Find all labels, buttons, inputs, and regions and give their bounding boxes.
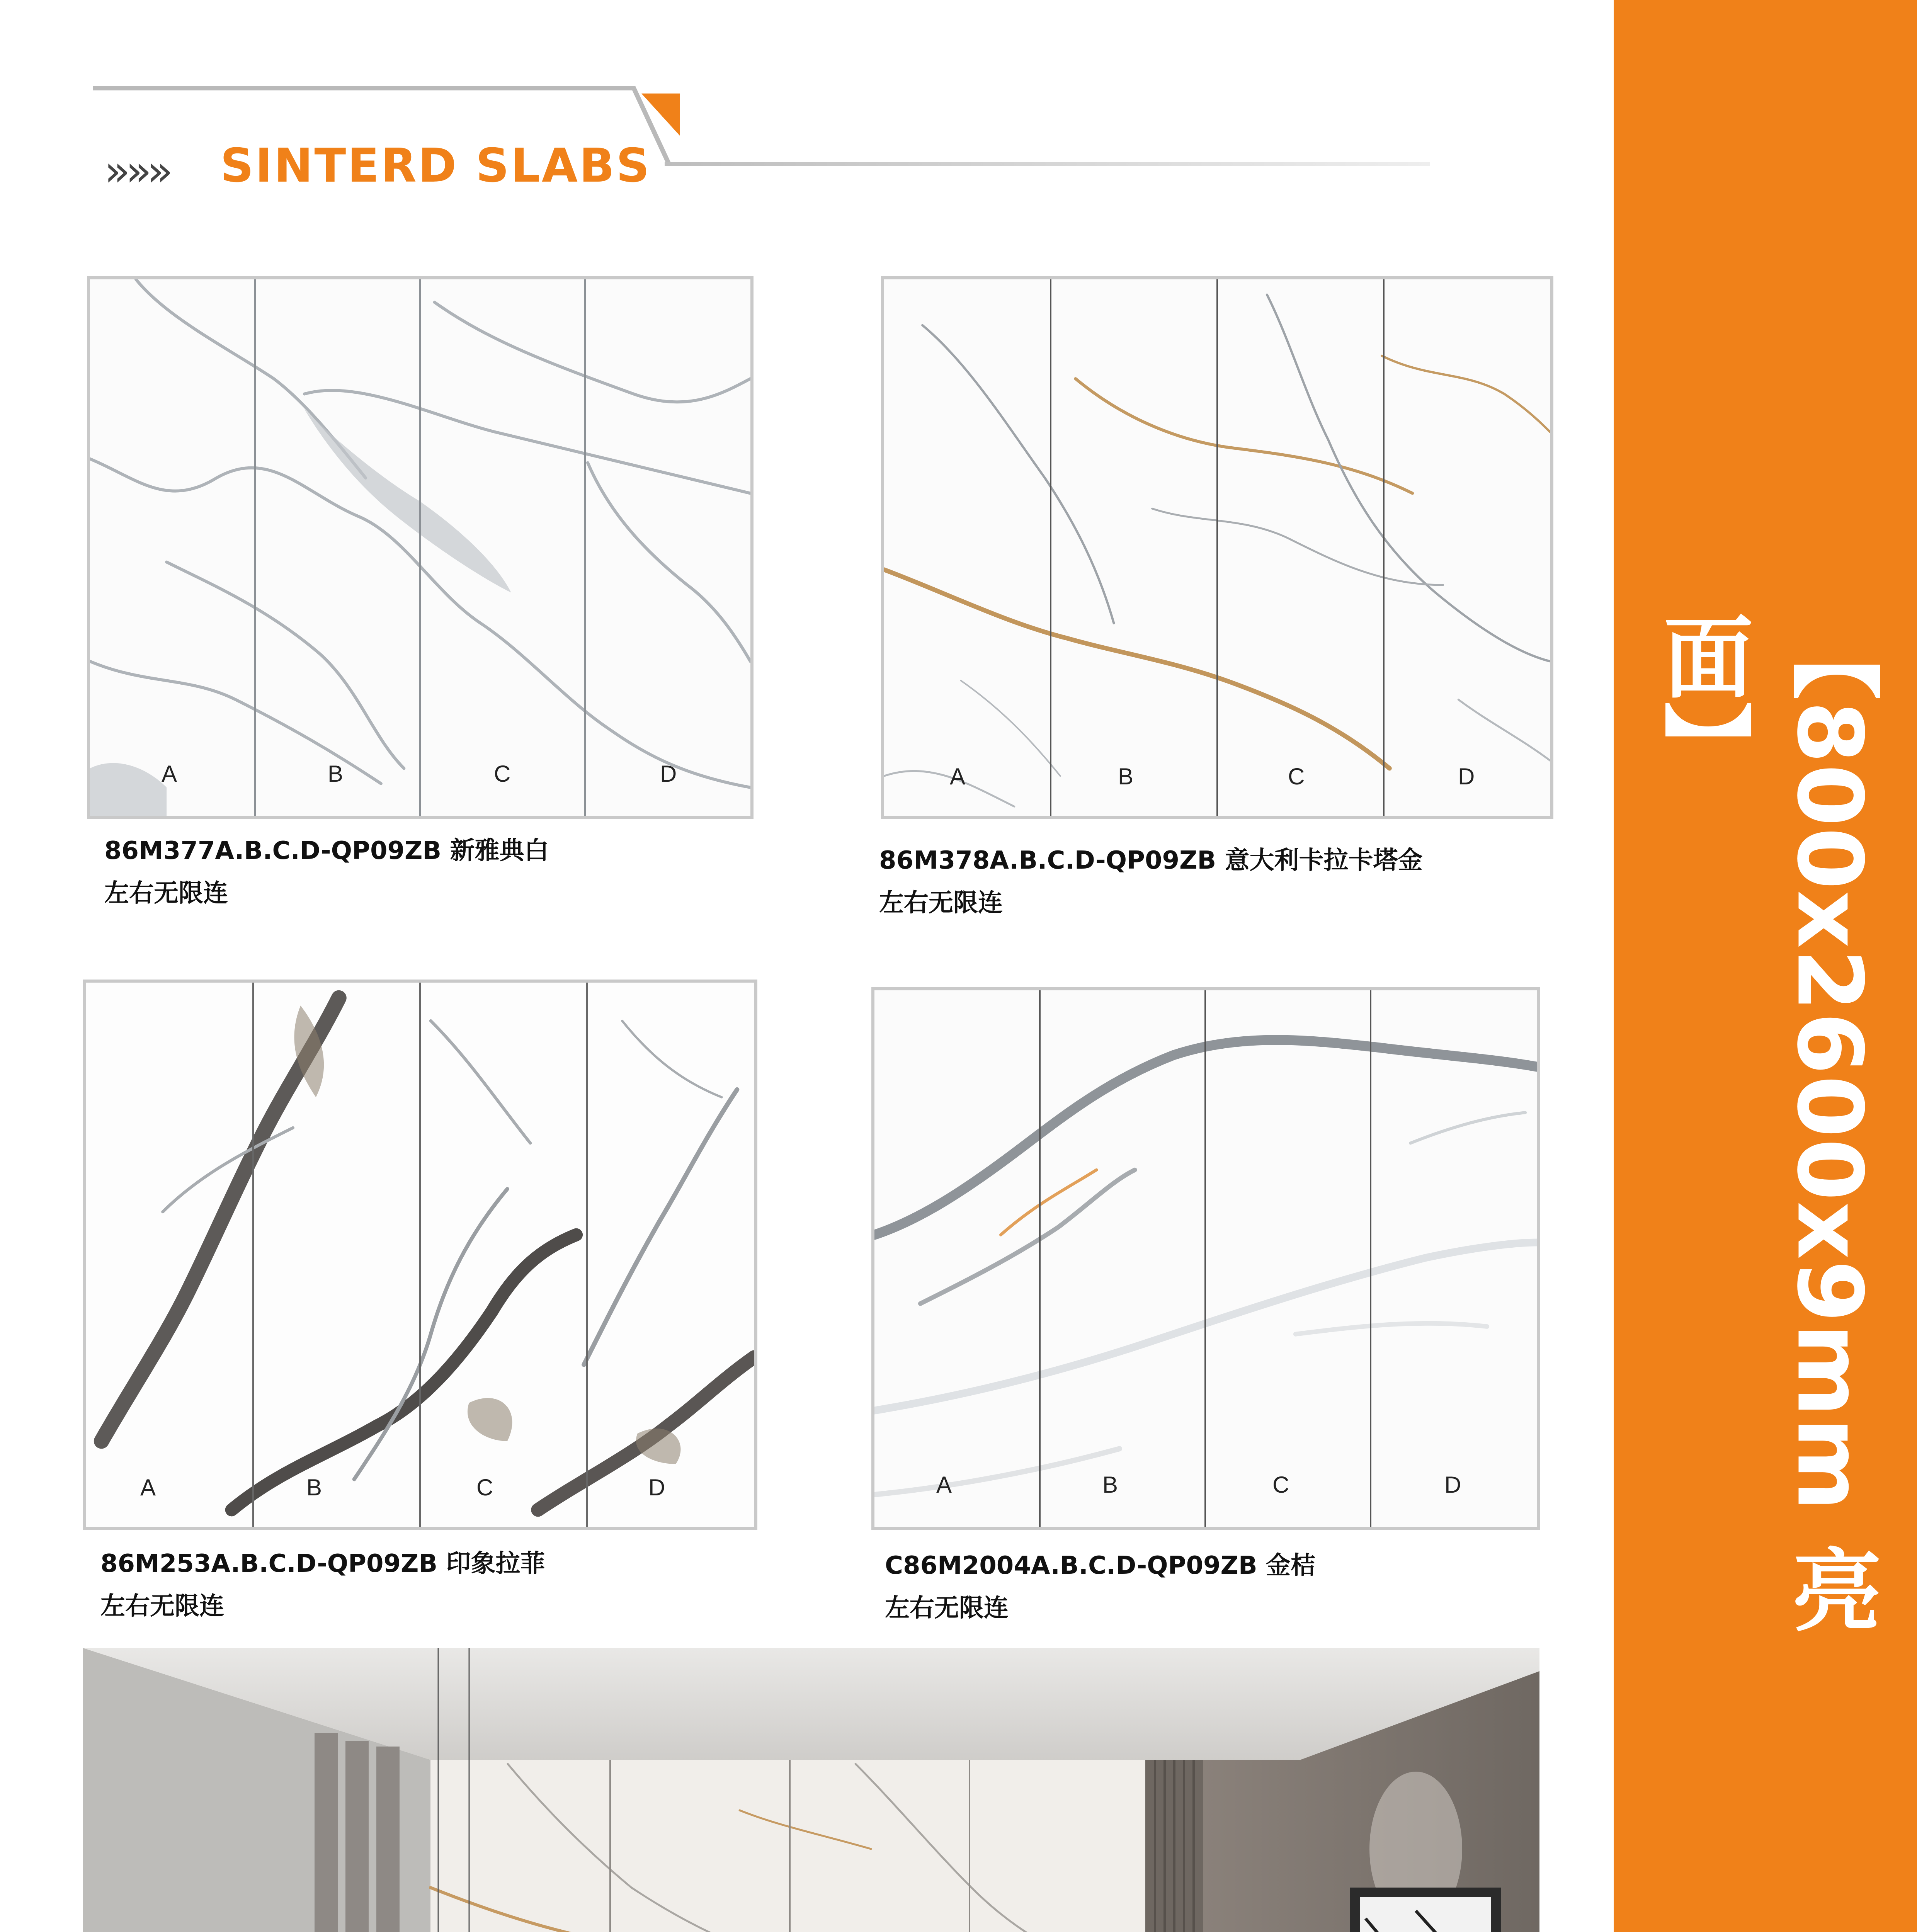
product-note: 左右无限连 [104,879,228,908]
product-model: 86M377A.B.C.D-QP09ZB 新雅典白 [104,837,549,865]
segment-label: C [1272,1472,1289,1498]
segment-label: A [936,1472,952,1498]
product-model: C86M2004A.B.C.D-QP09ZB 金桔 [885,1551,1315,1580]
chevrons-icon: »»» [104,146,168,196]
room-render-image [83,1648,1539,1932]
segment-label: D [660,761,677,787]
page-title: SINTERD SLABS [220,139,651,193]
product-note: 左右无限连 [879,889,1003,917]
product-note: 左右无限连 [100,1592,224,1621]
segment-label: A [140,1475,156,1500]
slab-panel-1 [87,276,754,819]
product-model: 86M253A.B.C.D-QP09ZB 印象拉菲 [100,1549,545,1578]
segment-label: B [1118,764,1134,789]
marble-texture-4 [874,990,1537,1527]
segment-label: A [950,764,966,789]
segment-label: C [494,761,511,787]
segment-label: B [306,1475,322,1500]
segment-label: C [476,1475,493,1500]
marble-texture-1 [90,279,750,816]
segment-label: D [1458,764,1475,789]
room-scene [83,1648,1539,1932]
slab-panel-2 [881,276,1553,819]
segment-label: B [328,761,344,787]
marble-texture-3 [86,983,754,1527]
segment-label: D [648,1475,665,1500]
slab-panel-4 [871,987,1540,1530]
product-model: 86M378A.B.C.D-QP09ZB 意大利卡拉卡塔金 [879,846,1423,875]
slab-panel-3 [83,980,757,1530]
segment-label: A [162,761,177,787]
marble-texture-2 [884,279,1550,816]
segment-label: B [1102,1472,1118,1498]
product-note: 左右无限连 [885,1594,1009,1622]
header-rule [93,86,634,90]
segment-label: C [1288,764,1305,789]
side-banner-text: 【800x2600x9mm 亮面】 [1648,611,1882,1634]
header-rule-right [665,162,1430,166]
segment-label: D [1444,1472,1461,1498]
